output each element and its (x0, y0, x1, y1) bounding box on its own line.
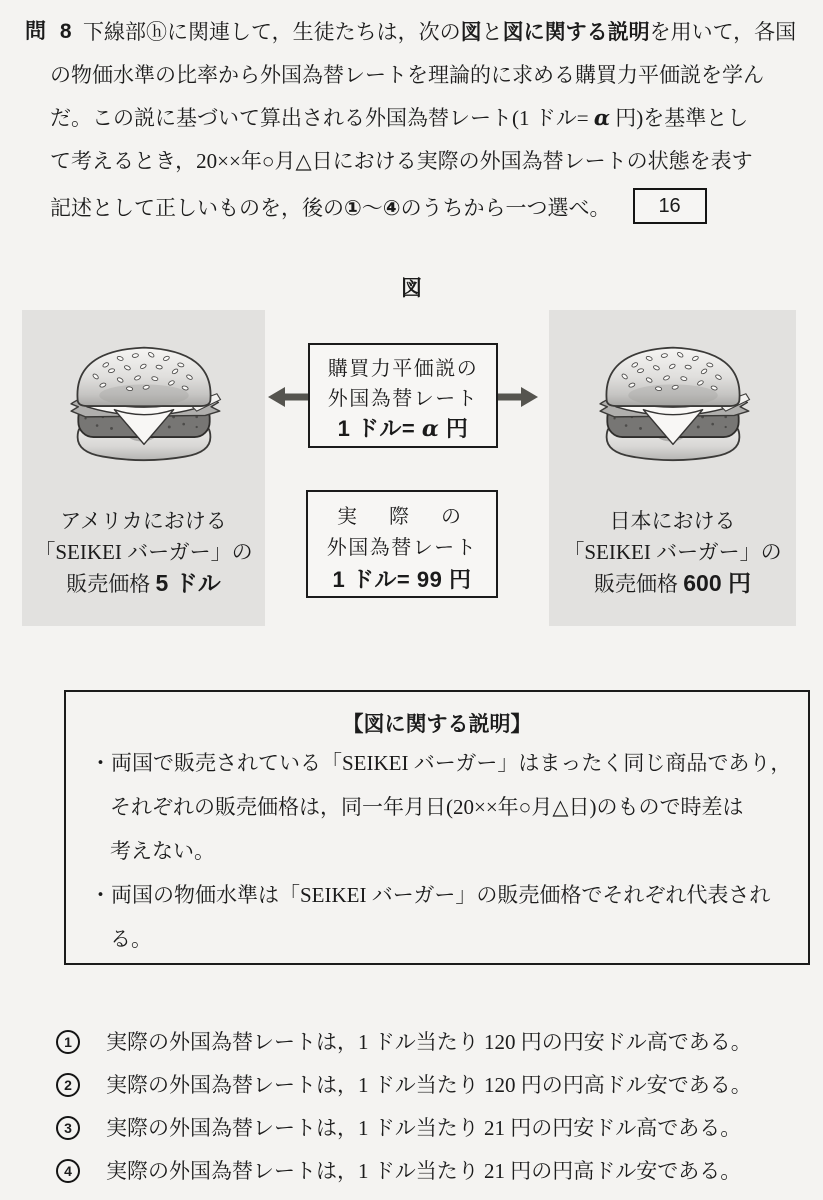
option-3-circled-number: 3 (56, 1116, 80, 1140)
question-number: 問 8 (25, 20, 76, 43)
actual-rate-line: 実 際 の (337, 506, 467, 528)
question-text-line: だ。この説に基づいて算出される外国為替レート(1 ドル= α 円)を基準とし (50, 105, 749, 130)
option-row-3 (0, 1116, 823, 1142)
caption-line: 日本における (609, 509, 736, 533)
figure-label: 図 (401, 277, 422, 300)
ppp-rate-value: 1 ドル= α 円 (337, 416, 469, 442)
option-3-text: 実際の外国為替レートは，1 ドル当たり 21 円の円安ドル高である。 (106, 1116, 742, 1140)
caption-line: アメリカにおける (60, 509, 227, 533)
actual-rate-box (306, 490, 498, 598)
explanation-line: 考えない。 (110, 839, 215, 863)
option-2-text: 実際の外国為替レートは，1 ドル当たり 120 円の円高ドル安である。 (106, 1073, 752, 1097)
actual-rate-value: 1 ドル= 99 円 (332, 567, 472, 592)
option-4-circled-number: 4 (56, 1159, 80, 1183)
hamburger-icon (61, 336, 227, 466)
option-row-2 (0, 1073, 823, 1099)
hamburger-icon (590, 336, 756, 466)
answer-number-box (633, 188, 707, 224)
us-caption (22, 506, 265, 600)
explanation-line: それぞれの販売価格は，同一年月日(20××年○月△日)のもので時差は (110, 795, 744, 819)
option-row-1 (0, 1030, 823, 1056)
caption-line: 販売価格 600 円 (593, 570, 751, 596)
answer-number: 16 (658, 195, 681, 217)
question-text-line: て考えるとき，20××年○月△日における実際の外国為替レートの状態を表す (50, 149, 753, 173)
explanation-line: ・両国の物価水準は「SEIKEI バーガー」の販売価格でそれぞれ代表され (90, 883, 771, 907)
option-1-text: 実際の外国為替レートは，1 ドル当たり 120 円の円安ドル高である。 (106, 1030, 752, 1054)
caption-line: 「SEIKEI バーガー」の (34, 540, 253, 564)
right-arrow-icon (498, 386, 538, 408)
explanation-line: る。 (110, 927, 152, 951)
left-arrow-icon (268, 386, 308, 408)
caption-line: 「SEIKEI バーガー」の (563, 540, 782, 564)
option-row-4 (0, 1159, 823, 1185)
ppp-rate-line: 購買力平価説の (327, 358, 479, 380)
panel-us-burger (22, 310, 265, 626)
option-1-circled-number: 1 (56, 1030, 80, 1054)
actual-rate-line: 外国為替レート (326, 537, 478, 559)
question-text-line: 下線部ⓗに関連して，生徒たちは，次の図と図に関する説明を用いて，各国 (83, 20, 797, 44)
ppp-rate-box (308, 343, 498, 448)
question-text-tail: 記述として正しいものを，後の①～④のうちから一つ選べ。 (50, 195, 611, 220)
explanation-title: 【図に関する説明】 (342, 713, 532, 736)
figure-explanation-box (64, 690, 810, 965)
question-text-line: の物価水準の比率から外国為替レートを理論的に求める購買力平価説を学ん (50, 63, 764, 87)
japan-caption (549, 506, 796, 600)
question-text-line (50, 192, 707, 228)
option-2-circled-number: 2 (56, 1073, 80, 1097)
panel-japan-burger (549, 310, 796, 626)
option-4-text: 実際の外国為替レートは，1 ドル当たり 21 円の円高ドル安である。 (106, 1159, 742, 1183)
ppp-rate-line: 外国為替レート (327, 388, 479, 410)
explanation-line: ・両国で販売されている「SEIKEI バーガー」はまったく同じ商品であり， (90, 751, 792, 775)
caption-line: 販売価格 5 ドル (66, 570, 221, 596)
